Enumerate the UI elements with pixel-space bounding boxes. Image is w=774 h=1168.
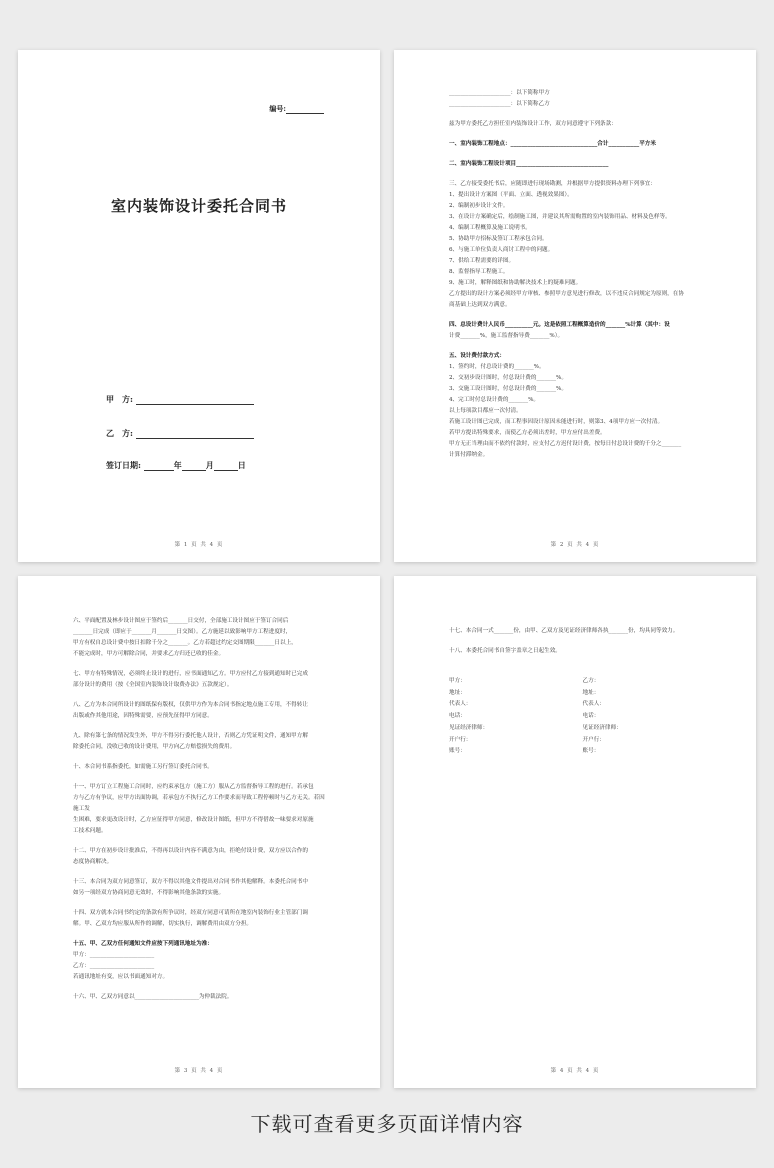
day-blank xyxy=(214,461,238,471)
paragraph-gap xyxy=(449,130,706,139)
clause-line: 出版或作其他用途，因特殊需要，应预先征得甲方同意。 xyxy=(73,713,213,719)
signature-field: 代表人： xyxy=(449,701,472,708)
signature-field: 开户行： xyxy=(582,736,605,743)
signature-field: 开户行： xyxy=(449,736,472,743)
paragraph-gap xyxy=(449,110,706,119)
clause-line: 9、施工时，解释图纸和协助解决技术上的疑难问题。 xyxy=(449,280,582,286)
contract-page-3 xyxy=(18,576,380,1088)
signature-field: 电话： xyxy=(449,713,466,720)
signature-field: 地址： xyxy=(582,689,600,696)
clause-line: 十八、本委托合同书自签字盖章之日起生效。 xyxy=(449,648,561,654)
clause-heading: 五、设计费付款方式： xyxy=(449,353,505,359)
contract-page-1 xyxy=(18,50,380,562)
signature-field: 地址： xyxy=(449,689,466,696)
clause-line: 十六、甲、乙双方同意以_______________________为仲裁法院。 xyxy=(73,994,233,1000)
clause-line: 甲方：_______________________ xyxy=(73,952,155,958)
clause-line: 十一、甲方订立工程施工合同时，应约束承包方（施工方）服从乙方监督指导工程的进行。若承包 xyxy=(73,784,314,790)
clause-line: 八、乙方为本合同所设计的图纸保有版权，仅供甲方作为本合同书指定地点施工专用，不得转让 xyxy=(73,702,308,708)
clause-line: 工技术问题。 xyxy=(73,828,107,834)
page-footer: 第 3 页 共 4 页 xyxy=(174,1068,224,1074)
clause-line: 7、供给工程需要的详图。 xyxy=(449,258,515,264)
clause-line: 4、编制工程概算及施工说明书。 xyxy=(449,225,531,231)
clause-line: 如另一项经双方协商同意无效时，不得影响其他条款的实施。 xyxy=(73,890,225,896)
clause-line: 十七、本合同一式_______份，由甲、乙双方及见证经济律师各执_______份，均具同等效力。 xyxy=(449,628,679,634)
signature-field: 甲方： xyxy=(449,678,466,684)
paragraph-gap xyxy=(73,722,330,731)
clause-line: 兹为甲方委托乙方担任室内装饰设计工作，双方同意遵守下列条款： xyxy=(449,121,617,127)
signature-field: 代表人： xyxy=(582,701,605,708)
clause-line: 十、本合同书系指委托，如需施工另行签订委托合同书。 xyxy=(73,764,213,770)
party-a-label: 甲 方: xyxy=(106,394,133,404)
party-a-column xyxy=(449,676,583,758)
clause-line: 十三、本合同为双方同意签订，双方不得以其他文件提出对合同书作其他解释。本委托合同书中 xyxy=(73,879,308,885)
clause-line: 6、与施工单位负责人商讨工程中的问题。 xyxy=(449,247,554,253)
paragraph-gap xyxy=(73,899,330,908)
page-3-body xyxy=(73,616,330,1003)
paragraph-gap xyxy=(73,837,330,846)
document-title: 室内装饰设计委托合同书 xyxy=(110,197,287,215)
clause-line: 1、签约时，付总设计费的_______%。 xyxy=(449,364,545,370)
clause-heading: 四、总设计费计人民币__________元。这是依照工程概算造价的_______%计算（其中：设 xyxy=(449,322,670,328)
clause-line: 不能完成时，甲方可解除合同，并要求乙方归还已收的佳金。 xyxy=(73,651,225,657)
signature-field: 账号： xyxy=(449,748,466,755)
clause-line: 计算付滞纳金。 xyxy=(449,452,489,458)
clause-line: 乙方：_______________________ xyxy=(73,963,155,969)
paragraph-gap xyxy=(73,660,330,669)
paragraph-gap xyxy=(73,753,330,762)
clause-line: 乙方提出的设计方案必须经甲方审核、参照甲方意见进行修改，以不违反合同规定为原则，在协 xyxy=(449,291,684,297)
clause-heading: 十五、甲、乙双方任何通知文件应按下列通讯地址为准： xyxy=(73,941,213,947)
page-2-body xyxy=(449,88,706,461)
serial-number-field xyxy=(269,104,324,114)
clause-line: 解。甲、乙双方均应服从所作的调解，切实执行，调解费用由双方分担。 xyxy=(73,921,253,927)
party-b-line xyxy=(106,428,254,439)
party-a-blank xyxy=(136,395,254,405)
clause-heading: 一、室内装饰工程地点：_______________________________合计___________平方米 xyxy=(449,141,656,147)
clause-line: 3、在设计方案确定后，绘制施工图，并建议其所需购置的室内装饰用品、材料及色样等。 xyxy=(449,214,671,220)
signature-field: 见证经济律师： xyxy=(582,724,622,731)
clause-line: 十四、双方就本合同书约定的条款有所争议时，经双方同意可请所在地室内装饰行业主管部门调 xyxy=(73,910,308,916)
month-label: 月 xyxy=(205,460,214,470)
sign-date-label: 签订日期: xyxy=(106,460,141,470)
paragraph-gap xyxy=(449,637,706,646)
paragraph-gap xyxy=(73,868,330,877)
clause-line: 九、除有第七条的情况发生外，甲方不得另行委托他人设计，否则乙方凭证明文件，通知甲方解 xyxy=(73,733,308,739)
paragraph-gap xyxy=(73,930,330,939)
party-b-label: 乙 方: xyxy=(106,428,133,438)
clause-line: 2、编制初步设计文件。 xyxy=(449,203,509,209)
page-footer: 第 4 页 共 4 页 xyxy=(550,1068,600,1074)
day-label: 日 xyxy=(237,460,246,470)
paragraph-gap xyxy=(73,773,330,782)
contract-page-2 xyxy=(394,50,756,562)
clause-line: 甲方无正当理由而不依约付款时，应支付乙方迟付设计费，按每日付总设计费的千分之_______ xyxy=(449,441,682,447)
year-blank xyxy=(144,461,174,471)
paragraph-gap xyxy=(73,983,330,992)
clause-heading: 二、室内装饰工程设计项目_________________________________ xyxy=(449,161,609,167)
clause-line: 3、交施工设计图时，付总设计费的_______%。 xyxy=(449,386,567,392)
year-label: 年 xyxy=(173,460,182,470)
clause-line: 生困难，要求更改设计时，乙方应征得甲方同意，修改设计图纸，但甲方不得借故一味要求对原施 xyxy=(73,817,314,823)
clause-line: 商基础上达到双方满意。 xyxy=(449,302,511,308)
clause-line: 部分设计的费用（按《全国室内装饰设计取费办法》五款规定）。 xyxy=(73,682,233,688)
paragraph-gap xyxy=(449,170,706,179)
sign-date-line xyxy=(106,460,246,471)
signature-block xyxy=(449,676,716,758)
clause-line: 5、协助甲方招标及签订工程承包合同。 xyxy=(449,236,548,242)
clause-line: 计费_______%，施工监督指导费_______%）。 xyxy=(449,333,564,339)
clause-line: _______日完成（即应于_______月_______日交图）。乙方施延以致影响甲方工程进度时， xyxy=(73,629,292,635)
page-footer: 第 1 页 共 4 页 xyxy=(174,542,224,548)
clause-line: 甲方有权自总设计费中按日扣除千分之_______。乙方若超过约定交图期限_______日以上， xyxy=(73,640,297,646)
clause-line: 4、完工时付总设计费的_______%。 xyxy=(449,397,539,403)
party-b-blank xyxy=(136,429,254,439)
contract-page-4 xyxy=(394,576,756,1088)
paragraph-gap xyxy=(73,691,330,700)
paragraph-gap xyxy=(449,342,706,351)
party-a-line xyxy=(106,394,254,405)
signature-field: 见证经济律师： xyxy=(449,724,489,731)
page-footer: 第 2 页 共 4 页 xyxy=(550,542,600,548)
page-4-body xyxy=(449,626,706,657)
clause-line: 方与乙方有争议，应甲方出面协调，若承包方不执行乙方工作要求而导致工程停顿时与乙方无关。若因施工发 xyxy=(73,795,325,812)
clause-line: 三、乙方接受委托书后，应随即进行现场勘测，并根据甲方提供资料办理下列事宜： xyxy=(449,181,656,187)
clause-line: 态度协商解决。 xyxy=(73,859,113,865)
clause-line: 十二、甲方在初步设计批准后，不得再以设计内容不满意为由，拒绝付设计费，双方应以合作的 xyxy=(73,848,308,854)
clause-line: 六、平面配置及林步设计图应于签约后_______日交付，全部施工设计图应于签订合同后 xyxy=(73,618,289,624)
clause-line: 若通讯地址有变，应以书面通知对方。 xyxy=(73,974,169,980)
signature-field: 账号： xyxy=(582,748,600,755)
clause-line: 1、提出设计方案图（平面、立面、透视效果图）。 xyxy=(449,192,573,198)
clause-line: 七、甲方有特殊情况，必须终止设计的进行，应书面通知乙方。甲方应付乙方接到通知时已完成 xyxy=(73,671,308,677)
serial-label: 编号: xyxy=(269,104,286,113)
party-b-column xyxy=(583,676,717,758)
clause-line: 2、交初步设计图时，付总设计费的_______%。 xyxy=(449,375,567,381)
paragraph-gap xyxy=(449,311,706,320)
clause-line: 以上每项款目都应一次付清。 xyxy=(449,408,522,414)
clause-line: ______________________：以下简称甲方 xyxy=(449,90,550,96)
clause-line: 除委托合同，没收已收的设计费用，甲方向乙方赔偿损失的费用。 xyxy=(73,744,236,750)
download-caption: 下载可查看更多页面详情内容 xyxy=(250,1112,524,1136)
signature-field: 电话： xyxy=(582,713,600,720)
serial-blank xyxy=(286,105,324,114)
clause-line: 8、监督指导工程施工。 xyxy=(449,269,509,275)
signature-field: 乙方： xyxy=(582,678,600,684)
month-blank xyxy=(182,461,206,471)
clause-line: 若甲方提出特殊要求，而使乙方必须出差时，甲方应付出差费。 xyxy=(449,430,606,436)
clause-line: ______________________：以下简称乙方 xyxy=(449,101,550,107)
paragraph-gap xyxy=(449,150,706,159)
clause-line: 若施工设计图已完成，而工程事因设计原因未能进行时，则第3、4项甲方应一次付清。 xyxy=(449,419,664,425)
